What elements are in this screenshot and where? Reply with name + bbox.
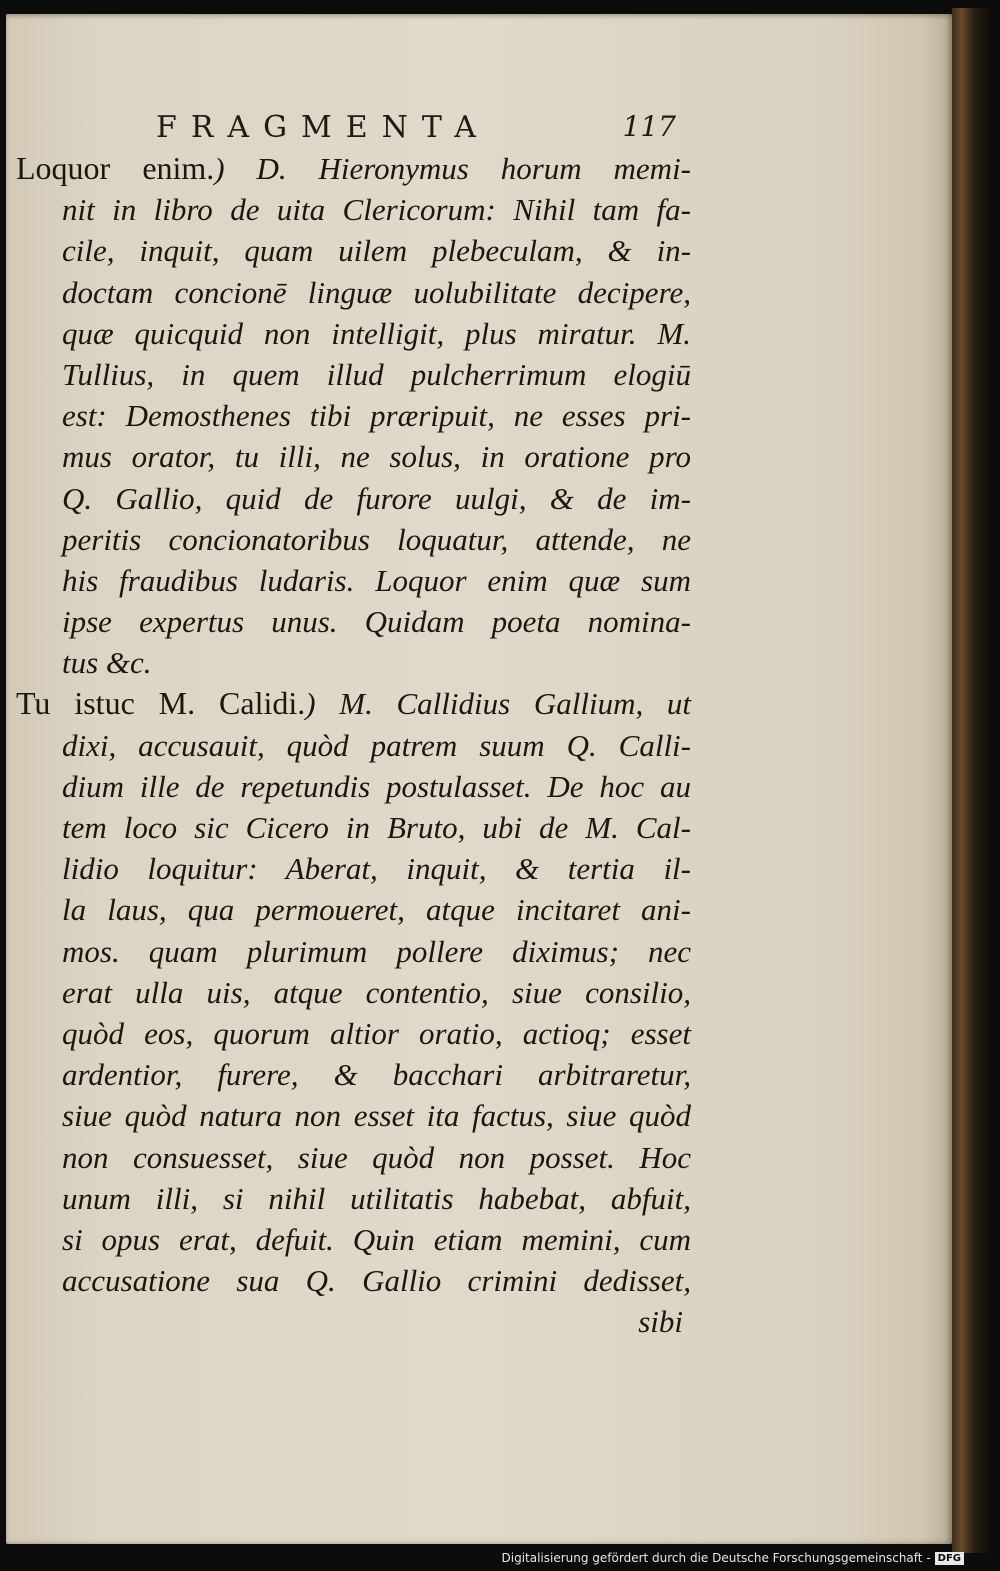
lemma: Loquor enim.: [16, 150, 215, 186]
text-line: [16, 519, 691, 560]
catchword-text: sibi: [638, 1304, 683, 1340]
running-head: [156, 110, 676, 150]
text-line: [16, 1095, 691, 1136]
text-line: [16, 1137, 691, 1178]
line-text: peritis concionatoribus loquatur, attende, ne: [62, 521, 691, 557]
line-text: his fraudibus ludaris. Loquor enim quæ sum: [62, 562, 691, 598]
line-text: si opus erat, defuit. Quin etiam memini, cum: [62, 1221, 691, 1257]
text-line: [16, 354, 691, 395]
text-line: [16, 560, 691, 601]
text-line: [16, 230, 691, 271]
text-line: [16, 642, 691, 683]
line-text: cile, inquit, quam uilem plebeculam, & in-: [62, 233, 691, 269]
page-number: 117: [622, 110, 676, 143]
credit-text: Digitalisierung gefördert durch die Deutsche Forschungsgemeinschaft -: [501, 1551, 931, 1565]
dfg-logo: DFG: [935, 1552, 964, 1565]
text-line: [16, 766, 691, 807]
lemma: Tu istuc M. Calidi.: [16, 685, 306, 722]
digitization-credit: [502, 1551, 965, 1565]
line-text: ) M. Callidius Gallium, ut: [305, 686, 691, 722]
line-text: mus orator, tu illi, ne solus, in oratione pro: [62, 439, 691, 475]
line-text: tus &c.: [62, 645, 152, 681]
running-title: FRAGMENTA: [156, 110, 490, 145]
text-line: [16, 1219, 691, 1260]
line-text: dium ille de repetundis postulasset. De hoc au: [62, 768, 691, 804]
line-text: Tullius, in quem illud pulcherrimum elogiū: [62, 356, 691, 392]
text-line: [16, 931, 691, 972]
book-page: [6, 14, 952, 1544]
line-text: nit in libro de uita Clericorum: Nihil tam fa-: [62, 192, 691, 228]
catchword: [16, 1301, 691, 1342]
text-line: [16, 272, 691, 313]
text-line: [16, 189, 691, 230]
line-text: la laus, qua permoueret, atque incitaret ani-: [62, 892, 691, 928]
book-edge: [952, 8, 992, 1553]
text-line: [16, 148, 691, 189]
line-text: ipse expertus unus. Quidam poeta nomina-: [62, 604, 691, 640]
line-text: est: Demosthenes tibi præripuit, ne esses pri-: [62, 398, 691, 434]
text-line: [16, 683, 691, 724]
text-line: [16, 1178, 691, 1219]
line-text: unum illi, si nihil utilitatis habebat, abfuit,: [62, 1180, 691, 1216]
text-line: [16, 725, 691, 766]
line-text: dixi, accusauit, quòd patrem suum Q. Calli-: [62, 727, 691, 763]
line-text: doctam concionē linguæ uolubilitate decipere,: [62, 274, 691, 310]
line-text: accusatione sua Q. Gallio crimini dedisset,: [62, 1263, 691, 1299]
line-text: Q. Gallio, quid de furore uulgi, & de im-: [62, 480, 691, 516]
line-text: tem loco sic Cicero in Bruto, ubi de M. Cal-: [62, 810, 691, 845]
text-line: [16, 436, 691, 477]
line-text: mos. quam plurimum pollere diximus; nec: [62, 933, 691, 969]
text-line: [16, 1054, 691, 1095]
line-text: ardentior, furere, & bacchari arbitraretur,: [62, 1057, 691, 1093]
text-block: [16, 148, 691, 1342]
text-line: [16, 601, 691, 642]
text-line: [16, 1013, 691, 1054]
line-text: quòd eos, quorum altior oratio, actioq; esset: [62, 1015, 691, 1051]
text-line: [16, 972, 691, 1013]
text-line: [16, 478, 691, 519]
text-line: [16, 313, 691, 354]
text-line: [16, 1260, 691, 1301]
line-text: siue quòd natura non esset ita factus, siue quòd: [62, 1098, 691, 1134]
line-text: ) D. Hieronymus horum memi-: [214, 151, 691, 186]
line-text: non consuesset, siue quòd non posset. Hoc: [62, 1139, 691, 1175]
text-line: [16, 889, 691, 930]
line-text: quæ quicquid non intelligit, plus miratur. M.: [62, 315, 691, 351]
line-text: erat ulla uis, atque contentio, siue consilio,: [62, 974, 691, 1010]
text-line: [16, 395, 691, 436]
line-text: lidio loquitur: Aberat, inquit, & tertia il-: [62, 851, 691, 887]
text-line: [16, 848, 691, 889]
text-line: [16, 807, 691, 848]
